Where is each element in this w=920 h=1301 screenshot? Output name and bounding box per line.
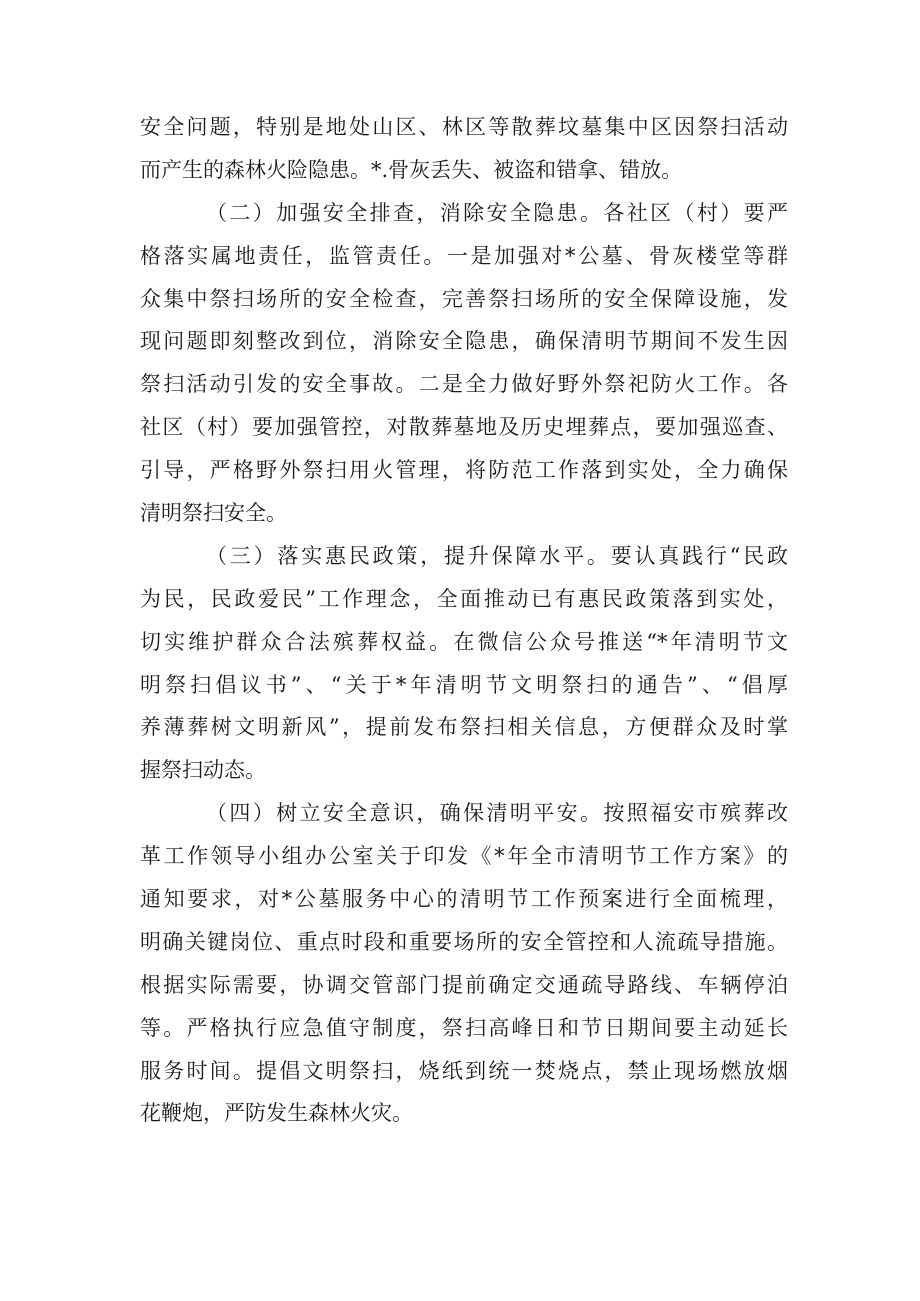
text-line: 等。严格执行应急值守制度，祭扫高峰日和节日期间要主动延长 bbox=[140, 1015, 788, 1040]
text-line: 养薄葬树文明新风”，提前发布祭扫相关信息，方便群众及时掌 bbox=[140, 715, 788, 740]
text-line: 现问题即刻整改到位，消除安全隐患，确保清明节期间不发生因 bbox=[140, 329, 788, 354]
paragraph-section-3 bbox=[140, 535, 788, 792]
text-line: 服务时间。提倡文明祭扫，烧纸到统一焚烧点，禁止现场燃放烟 bbox=[140, 1058, 788, 1083]
text-line: 格落实属地责任，监管责任。一是加强对*公墓、骨灰楼堂等群 bbox=[140, 243, 788, 268]
text-line: （三）落实惠民政策，提升保障水平。要认真践行“民政 bbox=[206, 543, 788, 568]
text-line: 社区（村）要加强管控，对散葬墓地及历史埋葬点，要加强巡查、 bbox=[140, 415, 788, 440]
text-line: 安全问题，特别是地处山区、林区等散葬坟墓集中区因祭扫活动 bbox=[140, 115, 788, 139]
text-line: 通知要求，对*公墓服务中心的清明节工作预案进行全面梳理， bbox=[140, 887, 788, 912]
text-line: 革工作领导小组办公室关于印发《*年全市清明节工作方案》的 bbox=[140, 844, 788, 869]
text-line: （二）加强安全排查，消除安全隐患。各社区（村）要严 bbox=[206, 200, 788, 225]
document-page bbox=[140, 106, 788, 1135]
text-line: 花鞭炮，严防发生森林火灾。 bbox=[140, 1101, 413, 1126]
text-line: 清明祭扫安全。 bbox=[140, 501, 287, 526]
text-line: 根据实际需要，协调交管部门提前确定交通疏导路线、车辆停泊 bbox=[140, 972, 788, 997]
text-line: 而产生的森林火险隐患。*.骨灰丢失、被盗和错拿、错放。 bbox=[140, 157, 683, 182]
text-line: 祭扫活动引发的安全事故。二是全力做好野外祭祀防火工作。各 bbox=[140, 372, 788, 397]
text-line: 明确关键岗位、重点时段和重要场所的安全管控和人流疏导措施。 bbox=[140, 929, 788, 954]
text-line: 切实维护群众合法殡葬权益。在微信公众号推送“*年清明节文 bbox=[140, 629, 788, 654]
text-line: 众集中祭扫场所的安全检查，完善祭扫场所的安全保障设施，发 bbox=[140, 286, 788, 311]
paragraph-continuation bbox=[140, 106, 788, 192]
text-line: 明祭扫倡议书”、“关于*年清明节文明祭扫的通告”、“倡厚 bbox=[140, 672, 788, 697]
paragraph-section-4 bbox=[140, 792, 788, 1135]
text-line: 引导，严格野外祭扫用火管理，将防范工作落到实处，全力确保 bbox=[140, 458, 788, 483]
text-line: 握祭扫动态。 bbox=[140, 758, 266, 783]
document-body bbox=[140, 106, 788, 1135]
paragraph-section-2 bbox=[140, 192, 788, 535]
text-line: 为民，民政爱民”工作理念，全面推动已有惠民政策落到实处， bbox=[140, 586, 788, 611]
text-line: （四）树立安全意识，确保清明平安。按照福安市殡葬改 bbox=[206, 801, 788, 826]
